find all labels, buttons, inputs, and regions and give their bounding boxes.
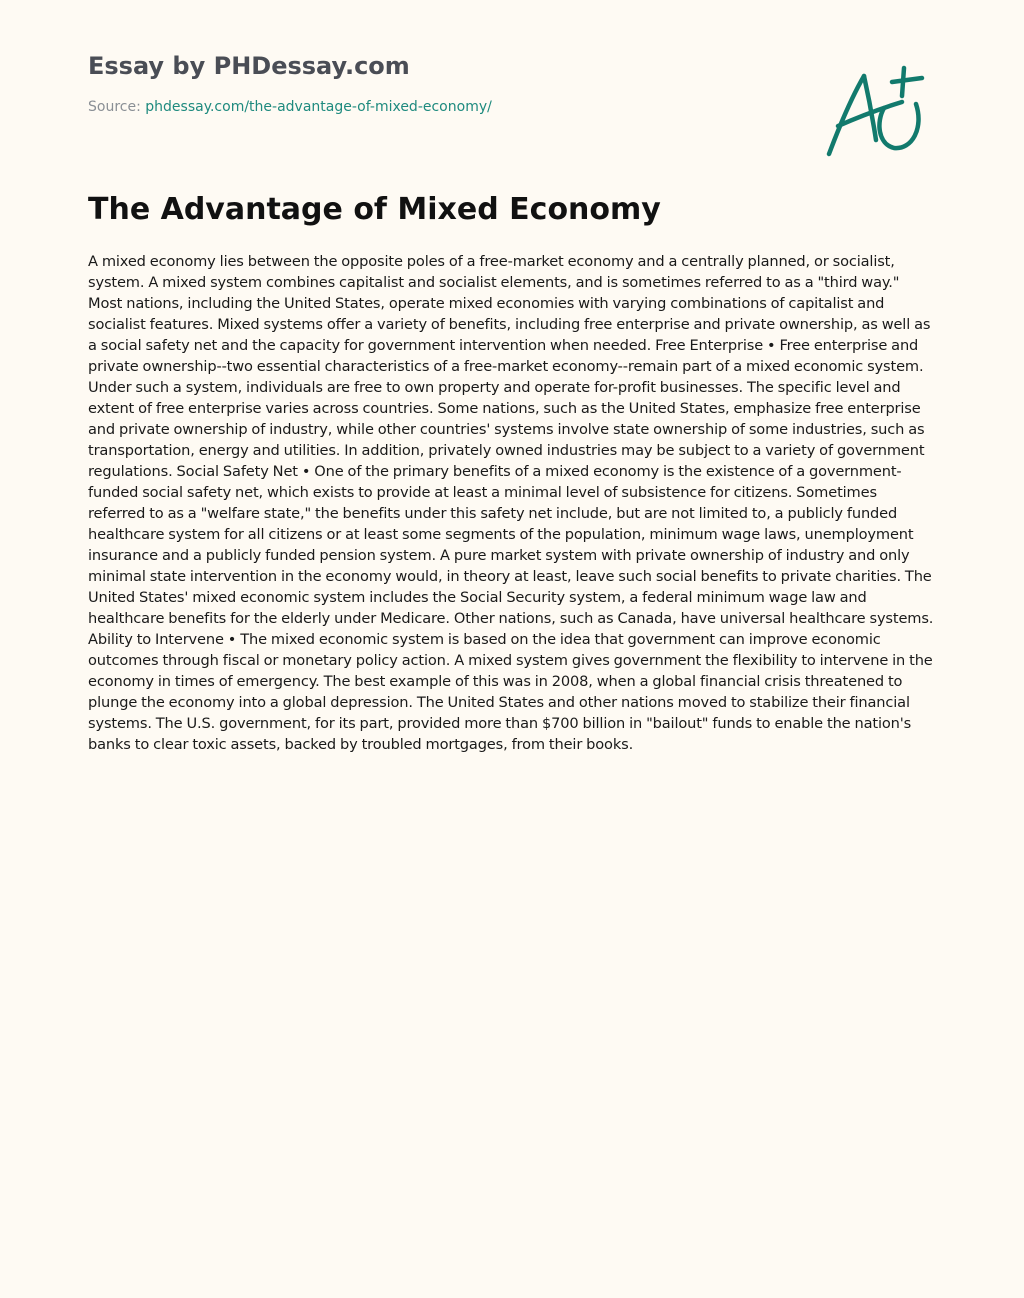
site-title: Essay by PHDessay.com	[88, 52, 410, 80]
page-header	[88, 48, 788, 117]
a-plus-logo-icon	[820, 62, 930, 162]
essay-title: The Advantage of Mixed Economy	[88, 192, 661, 227]
essay-body: A mixed economy lies between the opposite poles of a free-market economy and a centrally planned, or socialist, system. A mixed system combines capitalist and socialist elements, and is sometimes referred to as a "third way." Most nations, including the United States, operate mixed economies with varying combinations of capitalist and socialist features. Mixed systems offer a variety of benefits, including free enterprise and private ownership, as well as a social safety net and the capacity for government intervention when needed. Free Enterprise • Free enterprise and private ownership--two essential characteristics of a free-market economy--remain part of a mixed economic system. Under such a system, individuals are free to own property and operate for-profit businesses. The specific level and extent of free enterprise varies across countries. Some nations, such as the United States, emphasize free enterprise and private ownership of industry, while other countries' systems involve state ownership of some industries, such as transportation, energy and utilities. In addition, privately owned industries may be subject to a variety of government regulations. Social Safety Net • One of the primary benefits of a mixed economy is the existence of a government-funded social safety net, which exists to provide at least a minimal level of subsistence for citizens. Sometimes referred to as a "welfare state," the benefits under this safety net include, but are not limited to, a publicly funded healthcare system for all citizens or at least some segments of the population, minimum wage laws, unemployment insurance and a publicly funded pension system. A pure market system with private ownership of industry and only minimal state intervention in the economy would, in theory at least, leave such social benefits to private charities. The United States' mixed economic system includes the Social Security system, a federal minimum wage law and healthcare benefits for the elderly under Medicare. Other nations, such as Canada, have universal healthcare systems. Ability to Intervene • The mixed economic system is based on the idea that government can improve economic outcomes through fiscal or monetary policy action. A mixed system gives government the flexibility to intervene in the economy in times of emergency. The best example of this was in 2008, when a global financial crisis threatened to plunge the economy into a global depression. The United States and other nations moved to stabilize their financial systems. The U.S. government, for its part, provided more than $700 billion in "bailout" funds to enable the nation's banks to clear toxic assets, backed by troubled mortgages, from their books.	[88, 253, 934, 753]
source-label: Source:	[88, 99, 141, 115]
source-link[interactable]: phdessay.com/the-advantage-of-mixed-economy/	[145, 99, 492, 115]
source-line	[88, 97, 788, 117]
